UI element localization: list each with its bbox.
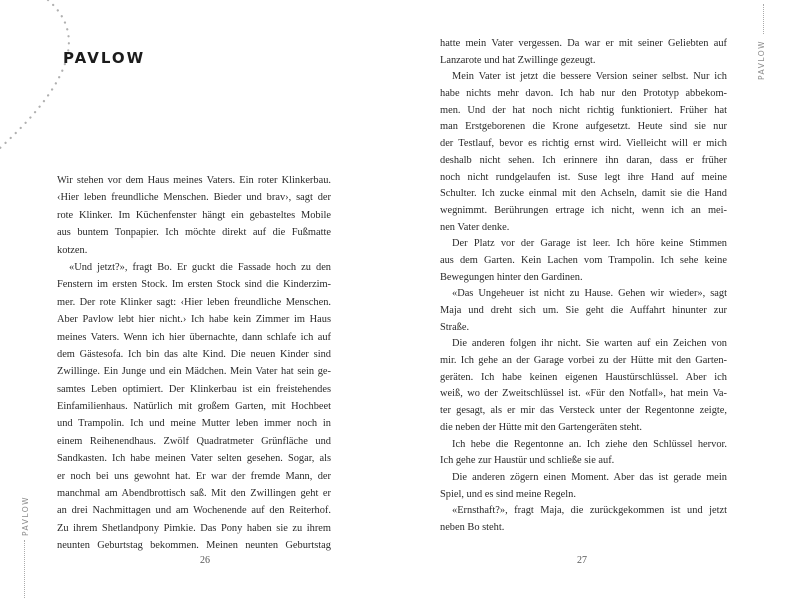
text-line: Zu ihrem Shetlandpony Pimkie. Das Pony haben sie zu ihrem bbox=[57, 522, 331, 534]
text-line: neunten Geburtstag bekommen. Meinen neunten Geburtstag bbox=[57, 540, 331, 552]
text-line: rote Klinker. Im Küchenfenster hängt ein gebasteltes Mobile bbox=[57, 209, 331, 221]
body-text bbox=[440, 36, 727, 537]
paragraph bbox=[57, 259, 331, 555]
text-line: man Erstgeborenen die Krone aufgesetzt. Heute sind sie nur bbox=[440, 121, 727, 133]
text-line: geräten. Ich habe keinen eigenen Haustürschlüssel. Aber ich bbox=[440, 371, 727, 383]
text-line: hatte mein Vater vergessen. Da war er mit seiner Geliebten auf bbox=[440, 38, 727, 49]
paragraph bbox=[57, 172, 331, 259]
text-line: «Ernsthaft?», fragt Maja, die zurückgekommen ist und jetzt bbox=[452, 505, 727, 517]
paragraph bbox=[440, 336, 727, 436]
right-page bbox=[394, 0, 789, 600]
text-line: Maja und dreht sich um. Sie geht die Auffahrt hinunter zur bbox=[440, 305, 727, 316]
page-number: 27 bbox=[577, 555, 587, 566]
paragraph bbox=[440, 236, 727, 286]
text-line: Die anderen zögern einen Moment. Aber das ist gerade mein bbox=[452, 471, 727, 483]
text-line: Aber Pavlow lebt hier nicht.› Ich habe kein Zimmer im Haus bbox=[57, 314, 331, 326]
text-line: an drei Nachmittagen und am Wochenende auf den Reiterhof. bbox=[57, 505, 331, 517]
paragraph bbox=[440, 69, 727, 236]
running-head: PAVLOW bbox=[21, 495, 30, 536]
text-line: Mein Vater ist jetzt die bessere Version seiner selbst. Nur ich bbox=[452, 71, 727, 83]
text-line: «Das Ungeheuer ist nicht zu Hause. Gehen wir wieder», sagt bbox=[452, 288, 727, 300]
text-line: noch nicht rundgelaufen ist. Suse legt ihre Hand auf meine bbox=[440, 171, 727, 183]
text-line: Zwillinge. Ein Junge und ein Mädchen. Mein Vater hat sein ge- bbox=[57, 366, 331, 378]
text-line: Die anderen folgen ihr nicht. Sie warten auf ein Zeichen von bbox=[452, 338, 727, 350]
text-line: Straße. bbox=[440, 321, 470, 333]
text-line: habe nichts mehr davon. Ich hab nur den Prototyp abbekom- bbox=[440, 88, 727, 100]
paragraph bbox=[440, 286, 727, 336]
text-line: und Trampolin. Ich und meine Mutter leben immer noch in bbox=[57, 418, 331, 430]
text-line: ‹Hier leben freundliche Menschen. Bieder und brav›, sagt der bbox=[57, 192, 331, 204]
text-line: der Testlauf, bevor es richtig ernst wird. Vielleicht will er mich bbox=[440, 138, 727, 150]
dotted-rule bbox=[763, 4, 764, 34]
text-line: samtes Leben optimiert. Der Klinkerbau ist ein freistehendes bbox=[57, 383, 331, 395]
text-line: ter gesagt, als er mir das Versteck unter der Regentonne zeigte, bbox=[440, 405, 727, 417]
text-line: Wir stehen vor dem Haus meines Vaters. Ein roter Klinkerbau. bbox=[57, 175, 331, 186]
text-line: Bewegungen hinter den Gardinen. bbox=[440, 271, 583, 283]
text-line: manchmal am Abendbrottisch saß. Mit den Zwillingen geht er bbox=[57, 488, 331, 500]
text-line: men. Und der hat noch nicht richtig funktioniert. Früher hat bbox=[440, 104, 727, 116]
text-line: einem Reihenendhaus. Zwölf Quadratmeter Grünfläche und bbox=[57, 435, 331, 447]
text-line: neben Bo steht. bbox=[440, 521, 505, 533]
text-line: er noch bei uns gewohnt hat. Er war der fremde Mann, der bbox=[57, 470, 331, 482]
text-line: Fenstern im ersten Stock. Im ersten Stock sind die Kinderzim- bbox=[57, 279, 331, 291]
text-line: Schulter. Ich zucke einmal mit den Achseln, damit sie die Hand bbox=[440, 188, 727, 200]
text-line: die neben der Hütte mit den Gartengeräten steht. bbox=[440, 421, 642, 433]
text-line: Der Platz vor der Garage ist leer. Ich höre keine Stimmen bbox=[452, 238, 727, 250]
text-line: meines Vaters. Wenn ich hier übernachte, dann schlafe ich auf bbox=[57, 331, 331, 343]
paragraph bbox=[440, 36, 727, 69]
body-text bbox=[57, 172, 331, 555]
text-line: Lanzarote und hat Zwillinge gezeugt. bbox=[440, 54, 596, 66]
text-line: mir. Ich gehe an der Garage vorbei zu der Hütte mit den Garten- bbox=[440, 355, 727, 367]
paragraph bbox=[440, 437, 727, 470]
text-line: dem Gästesofa. Ich bin das alte Kind. Die neuen Kinder sind bbox=[57, 348, 331, 360]
text-line: Ich gehe zur Haustür und schließe sie auf. bbox=[440, 455, 615, 467]
text-line: Spiel, und es sind meine Regeln. bbox=[440, 488, 576, 500]
dotted-arc-ornament bbox=[0, 0, 120, 160]
text-line: mer. Der rote Klinker sagt: ‹Hier leben freundliche Menschen. bbox=[57, 296, 331, 308]
dotted-rule bbox=[24, 540, 25, 598]
text-line: deshalb nicht sehen. Ich erinnere ihn daran, dass er früher bbox=[440, 154, 727, 166]
text-line: aus dem Garten. Kein Lachen vom Trampolin. Ich sehe keine bbox=[440, 254, 727, 266]
text-line: kotzen. bbox=[57, 244, 88, 256]
running-head: PAVLOW bbox=[757, 39, 766, 80]
text-line: Einfamilienhaus. Natürlich mit großem Garten, mit Hochbeet bbox=[57, 401, 331, 413]
paragraph bbox=[440, 503, 727, 536]
text-line: aus buntem Tonpapier. Ich möchte direkt auf die Fußmatte bbox=[57, 227, 331, 239]
text-line: weiß, wo der Zweitschlüssel ist. «Für den Notfall», hat mein Va- bbox=[440, 388, 727, 400]
text-line: Sandkasten. Ich habe meinen Vater selten gesehen. Sogar, als bbox=[57, 453, 331, 465]
text-line: wegnimmt. Berührungen ertrage ich nicht, wenn ich an mei- bbox=[440, 204, 727, 216]
page-number: 26 bbox=[200, 555, 210, 566]
chapter-title: PAVLOW bbox=[63, 49, 146, 67]
text-line: «Und jetzt?», fragt Bo. Er guckt die Fassade hoch zu den bbox=[69, 261, 331, 273]
text-line: Ich hebe die Regentonne an. Ich ziehe den Schlüssel hervor. bbox=[452, 438, 727, 450]
text-line: nen Vater denke. bbox=[440, 221, 510, 233]
paragraph bbox=[440, 470, 727, 503]
left-page bbox=[0, 0, 394, 600]
